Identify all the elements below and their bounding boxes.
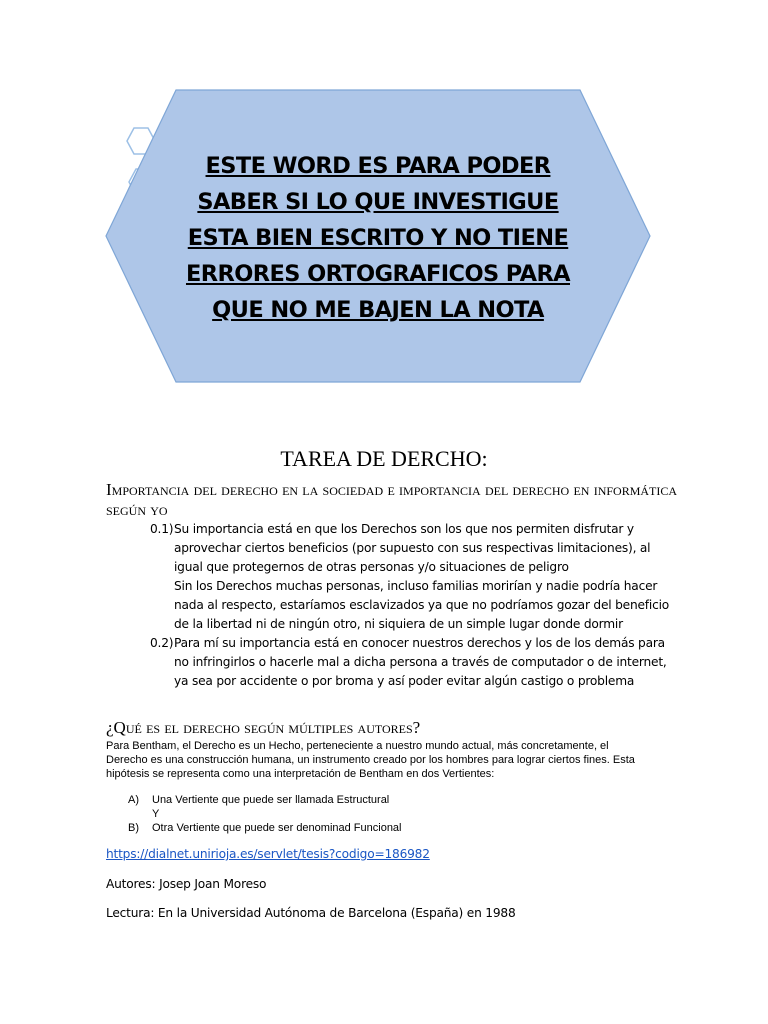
- banner-line: ESTE WORD ES PARA PODER: [205, 153, 551, 179]
- list-item-text: Para mí su importancia está en conocer nuestros derechos y los de los demás para no infringirlos o hacerle mal a dicha persona a través de computador o de internet, ya sea por accidente o por broma y así poder evitar algún castigo o problema: [174, 636, 667, 688]
- banner-text: [160, 148, 596, 328]
- list-item-text: Su importancia está en que los Derechos son los que nos permiten disfrutar y aprovechar ciertos beneficios (por supuesto con sus respectivas limitaciones), al igual que protegernos de otras personas y/o situaciones de peligro: [174, 522, 651, 574]
- list-item-extra: Sin los Derechos muchas personas, incluso familias morirían y nadie podría hacer nada al respecto, estaríamos esclavizados ya que no podríamos gozar del beneficio de la libertad ni de ningún otro, ni siquiera de un simple lugar donde dormir: [174, 579, 670, 631]
- banner-line: SABER SI LO QUE INVESTIGUE: [197, 189, 559, 215]
- list-item: [150, 520, 670, 634]
- vertiente-label: A): [128, 794, 139, 806]
- banner-line: ERRORES ORTOGRAFICOS PARA: [185, 261, 570, 287]
- vertiente-item: [128, 821, 648, 835]
- vertiente-text: Y: [152, 808, 160, 820]
- vertiente-text: Otra Vertiente que puede ser denominad Funcional: [152, 822, 402, 834]
- list-item-number: 0.1): [150, 522, 174, 536]
- lectura-line: Lectura: En la Universidad Autónoma de Barcelona (España) en 1988: [106, 906, 516, 920]
- banner-line: ESTA BIEN ESCRITO Y NO TIENE: [187, 225, 569, 251]
- importancia-list: [150, 520, 670, 691]
- vertiente-item: [128, 807, 648, 821]
- section-heading-autores: ¿Qué es el derecho según múltiples autores?: [106, 718, 421, 737]
- vertiente-text: Una Vertiente que puede ser llamada Estructural: [152, 794, 390, 806]
- vertientes-list: [128, 793, 648, 835]
- banner-line: QUE NO ME BAJEN LA NOTA: [212, 297, 544, 323]
- list-item-number: 0.2): [150, 636, 174, 650]
- document-title: TAREA DE DERCHO:: [280, 446, 488, 471]
- section-heading-importancia: Importancia del derecho en la sociedad e importancia del derecho en informática según yo: [106, 480, 678, 519]
- vertiente-label: [128, 807, 152, 821]
- autores-line: Autores: Josep Joan Moreso: [106, 877, 267, 891]
- list-item: [150, 634, 670, 691]
- source-link[interactable]: https://dialnet.unirioja.es/servlet/tesis?codigo=186982: [106, 847, 430, 861]
- vertiente-label: B): [128, 822, 139, 834]
- vertiente-item: [128, 793, 648, 807]
- bentham-paragraph: Para Bentham, el Derecho es un Hecho, perteneciente a nuestro mundo actual, más concretamente, el Derecho es una construcción humana, un instrumento creado por los hombres para lograr ciertos fines. Esta hipótesis se representa como una interpretación de Bentham en dos Vertientes:: [106, 740, 635, 780]
